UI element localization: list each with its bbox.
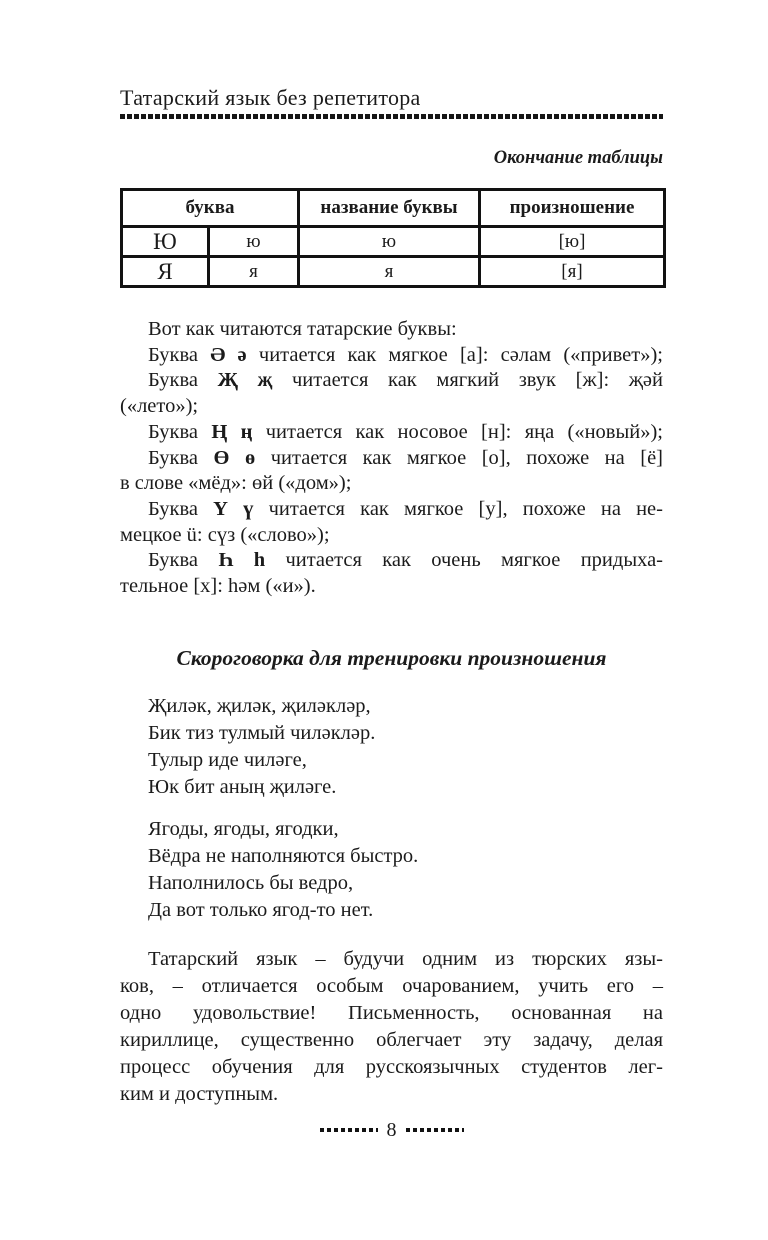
- text-line: мецкое ü: сүз («слово»);: [120, 523, 330, 546]
- text-line: («лето»);: [120, 395, 199, 418]
- table-header-row: [122, 190, 665, 227]
- text-line: процесс обучения для русскоязычных студентов лег-: [120, 1056, 663, 1078]
- table-row: [122, 227, 665, 257]
- table-row: [122, 257, 665, 287]
- text-line: Буква Ө ө читается как мягкое [о], похоже на [ё]: [148, 446, 664, 469]
- text-line: Буква Һ һ читается как очень мягкое придыха-: [148, 549, 663, 572]
- letters-table: [120, 188, 666, 288]
- cell-letter-name: ю: [299, 227, 480, 257]
- letters-explanation-paragraph: [120, 317, 663, 600]
- text-line: одно удовольствие! Письменность, основанная на: [120, 1002, 663, 1024]
- cell-pronunciation: [ю]: [480, 227, 665, 257]
- text-line: Буква Ү ү читается как мягкое [у], похоже на не-: [148, 497, 663, 520]
- text-line: Бик тиз тулмый чиләкләр.: [148, 722, 376, 744]
- page-number: 8: [386, 1119, 397, 1141]
- text-line: Тулыр иде чиләге,: [148, 749, 307, 771]
- text-line: Буква Ә ә читается как мягкое [а]: сәлам («привет»);: [148, 343, 664, 366]
- cell-uppercase-letter: Я: [122, 257, 209, 287]
- text-line: Буква Ң ң читается как носовое [н]: яңа («новый»);: [148, 420, 664, 443]
- cell-lowercase-letter: ю: [209, 227, 299, 257]
- cell-lowercase-letter: я: [209, 257, 299, 287]
- text-line: ким и доступным.: [120, 1083, 279, 1105]
- column-header-letter: буква: [122, 190, 299, 227]
- footer-rule-right: [406, 1128, 464, 1132]
- text-line: Да вот только ягод-то нет.: [148, 899, 374, 921]
- page-footer: [120, 1120, 663, 1140]
- text-line: Вёдра не наполняются быстро.: [148, 845, 419, 867]
- footer-rule-left: [320, 1128, 378, 1132]
- text-line: кириллице, существенно облегчает эту задачу, делая: [120, 1029, 663, 1051]
- closing-paragraph: [120, 946, 663, 1108]
- text-line: Вот как читаются татарские буквы:: [148, 318, 457, 340]
- tongue-twister-heading: Скороговорка для тренировки произношения: [176, 646, 607, 670]
- text-line: Ягоды, ягоды, ягодки,: [148, 818, 339, 840]
- text-line: Юк бит аның җиләге.: [148, 776, 337, 798]
- running-head-title: Татарский язык без репетитора: [120, 85, 421, 110]
- cell-letter-name: я: [299, 257, 480, 287]
- running-head-rule: [120, 114, 663, 119]
- table-continuation-caption: Окончание таблицы: [493, 148, 663, 168]
- tongue-twister-russian-stanza: [148, 816, 418, 924]
- text-line: Татарский язык – будучи одним из тюрских язы-: [148, 948, 663, 970]
- column-header-letter-name: название буквы: [299, 190, 480, 227]
- cell-uppercase-letter: Ю: [122, 227, 209, 257]
- text-line: Наполнилось бы ведро,: [148, 872, 354, 894]
- text-line: Җиләк, җиләк, җиләкләр,: [148, 695, 371, 717]
- cell-pronunciation: [я]: [480, 257, 665, 287]
- tongue-twister-tatar-stanza: [148, 693, 375, 801]
- column-header-pronunciation: произношение: [480, 190, 665, 227]
- text-line: в слове «мёд»: өй («дом»);: [120, 472, 352, 495]
- text-line: ков, – отличается особым очарованием, учить его –: [120, 975, 663, 997]
- text-line: Буква Җ җ читается как мягкий звук [ж]: җәй: [148, 369, 663, 392]
- text-line: тельное [х]: һәм («и»).: [120, 575, 316, 598]
